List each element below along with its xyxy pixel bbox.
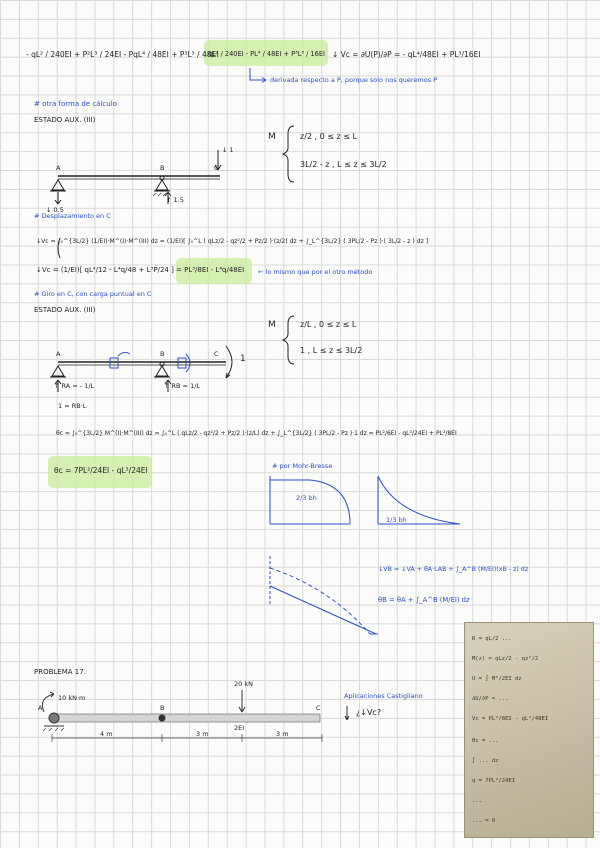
integral2-line: θc = ∫₀^{3L/2} M^(I)·M^(III) dz = ∫₀^L ( qLz/2 - qz²/2 + Pz/2 )·(z/L) dz + ∫_L^{3L/2} ( 3PL/2 - Pz )·1 dz = PL²/6EI - qL³/24EI + PL²/8EI	[56, 430, 457, 437]
section2-label-b: B	[160, 350, 165, 358]
section2-estado: ESTADO AUX. (III)	[34, 306, 96, 314]
problem-label-c: C	[316, 704, 321, 712]
section1-estado: ESTADO AUX. (III)	[34, 116, 96, 124]
problem-span3: 3 m	[276, 730, 289, 738]
integral1-line1: ↓Vc = ∫₀^{3L/2} (1/EI)·M^(I)·M^(III) dz = (1/EI)[ ∫₀^L ( qLz/2 - qz²/2 + Pz/2 )·(z/2) dz + ∫_L^{3L/2} ( 3PL/2 - Pz )·( 3L/2 - z ) dz ]	[36, 238, 429, 245]
problem-moment: 10 kN·m	[58, 694, 86, 702]
mohr-heading: # por Mohr-Bresse	[272, 462, 333, 470]
problem-span2: 3 m	[196, 730, 209, 738]
problem-title: PROBLEMA 17.	[34, 668, 86, 676]
photo-line: Vc = PL³/8EI - qL⁴/48EI	[472, 716, 549, 722]
problem-load: 20 kN	[234, 680, 253, 688]
section2-heading: # Giro en C, con carga puntual en C	[34, 290, 152, 298]
section1-reaction-b: ↑ 1.5	[166, 196, 184, 204]
section1-subheading: # Desplazamiento en C	[34, 212, 111, 220]
photo-line: ∂U/∂P = ...	[472, 696, 509, 702]
section2-reaction-b: ↑ RB = 1/L	[164, 382, 201, 390]
problem-question: ¿↓Vc?	[356, 708, 382, 717]
section1-label-b: B	[160, 164, 165, 172]
photo-line: M(z) = qLz/2 - qz²/2	[472, 656, 539, 662]
photo-line: ∫ ... dz	[472, 758, 499, 764]
section1-reaction-a: ↓ 0.5	[46, 206, 64, 214]
integral1-note: ← lo mismo que por el otro método	[258, 268, 373, 276]
photo-line: ...	[472, 798, 482, 804]
top-equation: - qL² / 240EI + P²L³ / 24EI - PqL⁴ / 48EI + P³L³ / 48EI	[26, 50, 219, 59]
section2-reaction-a: ↑ RA = - 1/L	[54, 382, 95, 390]
photo-line: q = 7PL²/24EI	[472, 778, 516, 784]
problem-label-b: B	[160, 704, 165, 712]
section2-piecewise-1: z/L , 0 ≤ z ≤ L	[300, 320, 357, 329]
integral2-result: θc = 7PL²/24EI - qL³/24EI	[54, 466, 148, 475]
section2-balance: 1 = RB·L	[58, 402, 87, 410]
problem-label-a: A	[38, 704, 43, 712]
photo-line: U = ∫ M²/2EI dz	[472, 676, 522, 682]
top-note: derivada respecto a P, porque solo nos queremos P	[270, 76, 438, 84]
top-highlight-expression: qL² / 240EI - PL⁴ / 48EI + P³L³ / 16EI	[208, 50, 325, 58]
mohr-area1: 2/3 bh	[296, 494, 317, 502]
handwritten-photo	[464, 622, 594, 838]
mohr-eq2: θB = θA + ∫_A^B (M/EI) dz	[378, 596, 470, 604]
section1-label-c: C	[214, 164, 219, 172]
problem-span1: 4 m	[100, 730, 113, 738]
section2-label-a: A	[56, 350, 61, 358]
integral1-line2: ↓Vc = (1/EI)[ qL⁴/12 - L⁴q/48 + L³P/24 ] = PL³/8EI - L⁴q/48EI	[36, 266, 245, 274]
problem-ei: 2EI	[234, 724, 245, 732]
top-rhs: ↓ Vc = ∂U(P)/∂P = - qL⁴/48EI + PL³/16EI	[332, 50, 481, 59]
section1-load: ↓ 1	[222, 146, 234, 154]
photo-line: R = qL/2 ...	[472, 636, 512, 642]
section1-piecewise-1: z/2 , 0 ≤ z ≤ L	[300, 132, 357, 141]
mohr-area2: 1/3 bh	[386, 516, 407, 524]
section2-piecewise-2: 1 , L ≤ z ≤ 3L/2	[300, 346, 363, 355]
section1-moment-label: M	[268, 132, 276, 142]
section1-piecewise-2: 3L/2 - z , L ≤ z ≤ 3L/2	[300, 160, 387, 169]
section2-moment-label: M	[268, 320, 276, 330]
section1-label-a: A	[56, 164, 61, 172]
section2-moment-arrow: 1	[240, 354, 246, 364]
mohr-eq1: ↓VB = ↓VA + θA·LAB + ∫_A^B (M/EI)(xB - z) dz	[378, 566, 529, 573]
problem-method: Aplicaciones Castigliano	[344, 692, 423, 700]
photo-line: ... = 0	[472, 818, 496, 824]
section1-heading: # otra forma de cálculo	[34, 100, 117, 108]
photo-line: θc = ...	[472, 738, 499, 744]
beam-diagram-1	[50, 150, 221, 204]
section2-label-c: C	[214, 350, 219, 358]
